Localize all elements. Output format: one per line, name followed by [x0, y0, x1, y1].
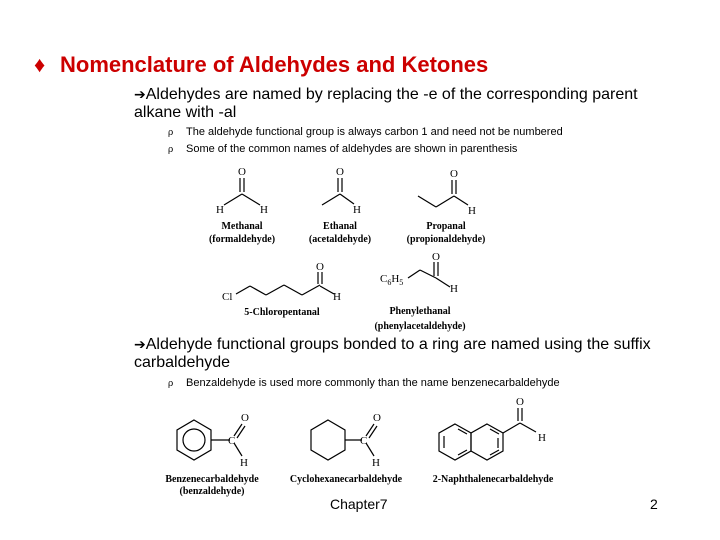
bullet-ring-carbaldehyde	[134, 336, 674, 372]
atom-label: H	[240, 457, 248, 469]
compound-common-name: (formaldehyde)	[208, 234, 276, 245]
compound-name: Benzenecarbaldehyde	[165, 474, 259, 485]
footer-chapter: Chapter7	[330, 496, 388, 512]
compound-name: Cyclohexanecarbaldehyde	[289, 474, 403, 485]
bullet-aldehyde-naming-text: Aldehydes are named by replacing the -e of the corresponding parent alkane with -al	[134, 86, 638, 121]
sub-bullet-marker-icon: ρ	[168, 379, 174, 389]
bullet-ring-carbaldehyde-text: Aldehyde functional groups bonded to a ring are named using the suffix carbaldehyde	[134, 336, 651, 371]
compound-name: 2-Naphthalenecarbaldehyde	[432, 474, 554, 485]
sub-bullet-text: Benzaldehyde is used more commonly than the name benzenecarbaldehyde	[186, 377, 560, 389]
atom-label: H	[260, 204, 268, 216]
atom-label: O	[516, 396, 524, 408]
atom-label: Cl	[222, 291, 233, 303]
page-number: 2	[650, 496, 658, 512]
compound-common-name: (propionaldehyde)	[406, 234, 486, 245]
sub-bullet-marker-icon: ρ	[168, 145, 174, 155]
atom-label: O	[450, 168, 458, 180]
compound-name: Ethanal	[323, 221, 357, 232]
atom-label: H	[450, 283, 458, 295]
compound-name: Phenylethanal	[389, 306, 451, 317]
compound-common-name: (benzaldehyde)	[179, 486, 245, 497]
slide-title-text: Nomenclature of Aldehydes and Ketones	[60, 52, 489, 77]
atom-label: O	[432, 251, 440, 263]
sub-bullet-text: The aldehyde functional group is always carbon 1 and need not be numbered	[186, 126, 563, 138]
sub-bullet-benzaldehyde	[168, 377, 560, 389]
atom-label: O	[373, 412, 381, 424]
atom-label: O	[336, 166, 344, 178]
compound-name: 5-Chloropentanal	[244, 307, 320, 318]
atom-label: H	[216, 204, 224, 216]
atom-label: H	[333, 291, 341, 303]
atom-label: C	[228, 435, 236, 447]
atom-label: O	[238, 166, 246, 178]
atom-label: H	[538, 432, 546, 444]
compound-common-name: (phenylacetaldehyde)	[374, 321, 466, 332]
sub-bullet-text: Some of the common names of aldehydes are shown in parenthesis	[186, 143, 518, 155]
compound-name: Methanal	[221, 221, 263, 232]
compound-name: Propanal	[426, 221, 466, 232]
atom-label: O	[241, 412, 249, 424]
atom-label: H	[372, 457, 380, 469]
atom-label: $C_6H_5$	[380, 273, 404, 287]
diamond-bullet-icon: ♦	[34, 52, 46, 77]
atom-label: H	[353, 204, 361, 216]
arrow-bullet-icon: ➔	[134, 337, 146, 353]
sub-bullet-marker-icon: ρ	[168, 128, 174, 138]
atom-label: O	[316, 261, 324, 273]
atom-label: C	[360, 435, 368, 447]
compound-common-name: (acetaldehyde)	[308, 234, 372, 245]
arrow-bullet-icon: ➔	[134, 87, 146, 103]
atom-label: H	[468, 205, 476, 217]
